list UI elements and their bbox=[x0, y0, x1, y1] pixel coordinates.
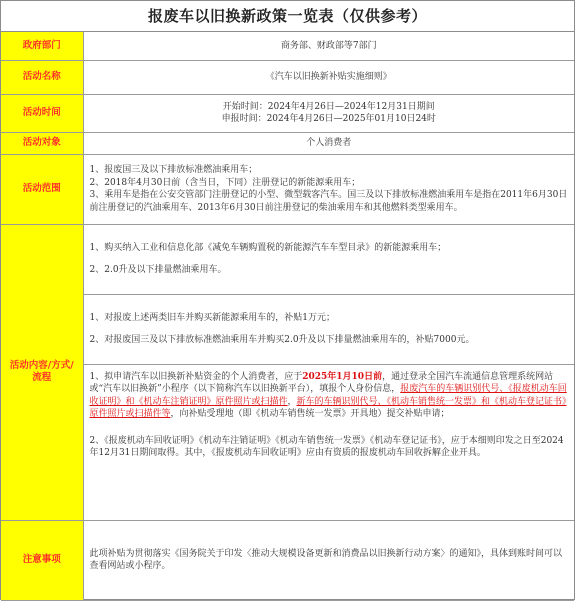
content-process-1 bbox=[90, 371, 569, 421]
process-1-text-d: ，向补贴受理地（即《机动车销售统一发票》开具地）提交补贴申请； bbox=[170, 409, 450, 419]
value-dept: 商务部、财政部等7部门 bbox=[83, 32, 574, 60]
content-subsidy-2: 2、对报废国三及以下排放标准燃油乘用车并购买2.0升及以下排量燃油乘用车的，补贴7000元。 bbox=[89, 335, 475, 345]
process-old-car-docs: 报废汽车的车辆识别代号、《报废机动车回收证明》和《机动车注销证明》原件照片或扫描件 bbox=[89, 384, 567, 407]
row-notes bbox=[1, 520, 574, 600]
process-deadline: 2025年1月10日前 bbox=[302, 371, 383, 382]
scope-item-2: 2、2018年4月30日前（含当日，下同）注册登记的新能源乘用车； bbox=[89, 177, 361, 188]
value-target: 个人消费者 bbox=[83, 132, 574, 154]
content-block-vehicles bbox=[84, 225, 575, 295]
row-time bbox=[1, 94, 574, 132]
row-scope bbox=[1, 154, 574, 224]
content-subsidy-1: 1、对报废上述两类旧车并购买新能源乘用车的，补贴1万元； bbox=[89, 312, 335, 323]
label-time: 活动时间 bbox=[1, 94, 83, 132]
label-content: 活动内容/方式/流程 bbox=[1, 224, 83, 520]
scope-item-3: 3、乘用车是指在公安交管部门注册登记的小型、微型载客汽车。国三及以下排放标准燃油乘用车是指在2011年6月30日前注册登记的汽油乘用车、2013年6月30日前注册登记的柴油乘用车和其他燃料类型乘用车。 bbox=[89, 190, 568, 213]
scope-item-1: 1、报废国三及以下排放标准燃油乘用车； bbox=[89, 165, 258, 175]
row-name bbox=[1, 60, 574, 94]
page-title: 报废车以旧换新政策一览表（仅供参考） bbox=[1, 1, 574, 32]
content-block-subsidy bbox=[84, 295, 575, 365]
content-vehicle-1: 1、购买纳入工业和信息化部《减免车辆购置税的新能源汽车车型目录》的新能源乘用车； bbox=[89, 242, 447, 253]
row-content bbox=[1, 224, 574, 520]
process-new-car-docs: 新车的车辆识别代号、《机动车销售统一发票》和《机动车登记证书》原件照片或扫描件等 bbox=[89, 396, 567, 419]
process-1-text-c: ， bbox=[287, 396, 297, 407]
value-content bbox=[83, 224, 574, 520]
label-name: 活动名称 bbox=[1, 60, 83, 94]
process-1-text-a: 1、拟申请汽车以旧换新补贴资金的个人消费者，应于 bbox=[89, 371, 303, 382]
row-dept bbox=[1, 32, 574, 60]
label-scope: 活动范围 bbox=[1, 154, 83, 224]
content-block-process bbox=[84, 365, 575, 520]
time-apply: 申报时间：2024年4月26日—2025年01月10日24时 bbox=[221, 114, 436, 124]
value-name: 《汽车以旧换新补贴实施细则》 bbox=[83, 60, 574, 94]
row-target bbox=[1, 132, 574, 154]
value-time bbox=[83, 94, 574, 132]
label-notes: 注意事项 bbox=[1, 520, 83, 600]
value-scope bbox=[83, 154, 574, 224]
policy-table bbox=[1, 32, 574, 601]
time-start: 开始时间：2024年4月26日—2024年12月31日期间 bbox=[222, 101, 435, 112]
process-1-text-b: ，通过登录全国汽车流通信息管理系统网站或“汽车以旧换新”小程序（以下简称汽车以旧换新平台），填报个人身份信息， bbox=[89, 371, 554, 394]
content-process-2: 2、《报废机动车回收证明》《机动车注销证明》《机动车销售统一发票》《机动车登记证书》，应于本细则印发之日至2024年12月31日期间取得。其中，《报废机动车回收证明》应由有资质的报废机动车回收拆解企业开具。 bbox=[89, 435, 564, 458]
label-target: 活动对象 bbox=[1, 132, 83, 154]
label-dept: 政府部门 bbox=[1, 32, 83, 60]
content-vehicle-2: 2、2.0升及以下排量燃油乘用车。 bbox=[89, 265, 227, 275]
value-notes: 此项补贴为贯彻落实《国务院关于印发〈推动大规模设备更新和消费品以旧换新行动方案〉的通知》，具体到账时间可以查看网站或小程序。 bbox=[83, 520, 574, 600]
